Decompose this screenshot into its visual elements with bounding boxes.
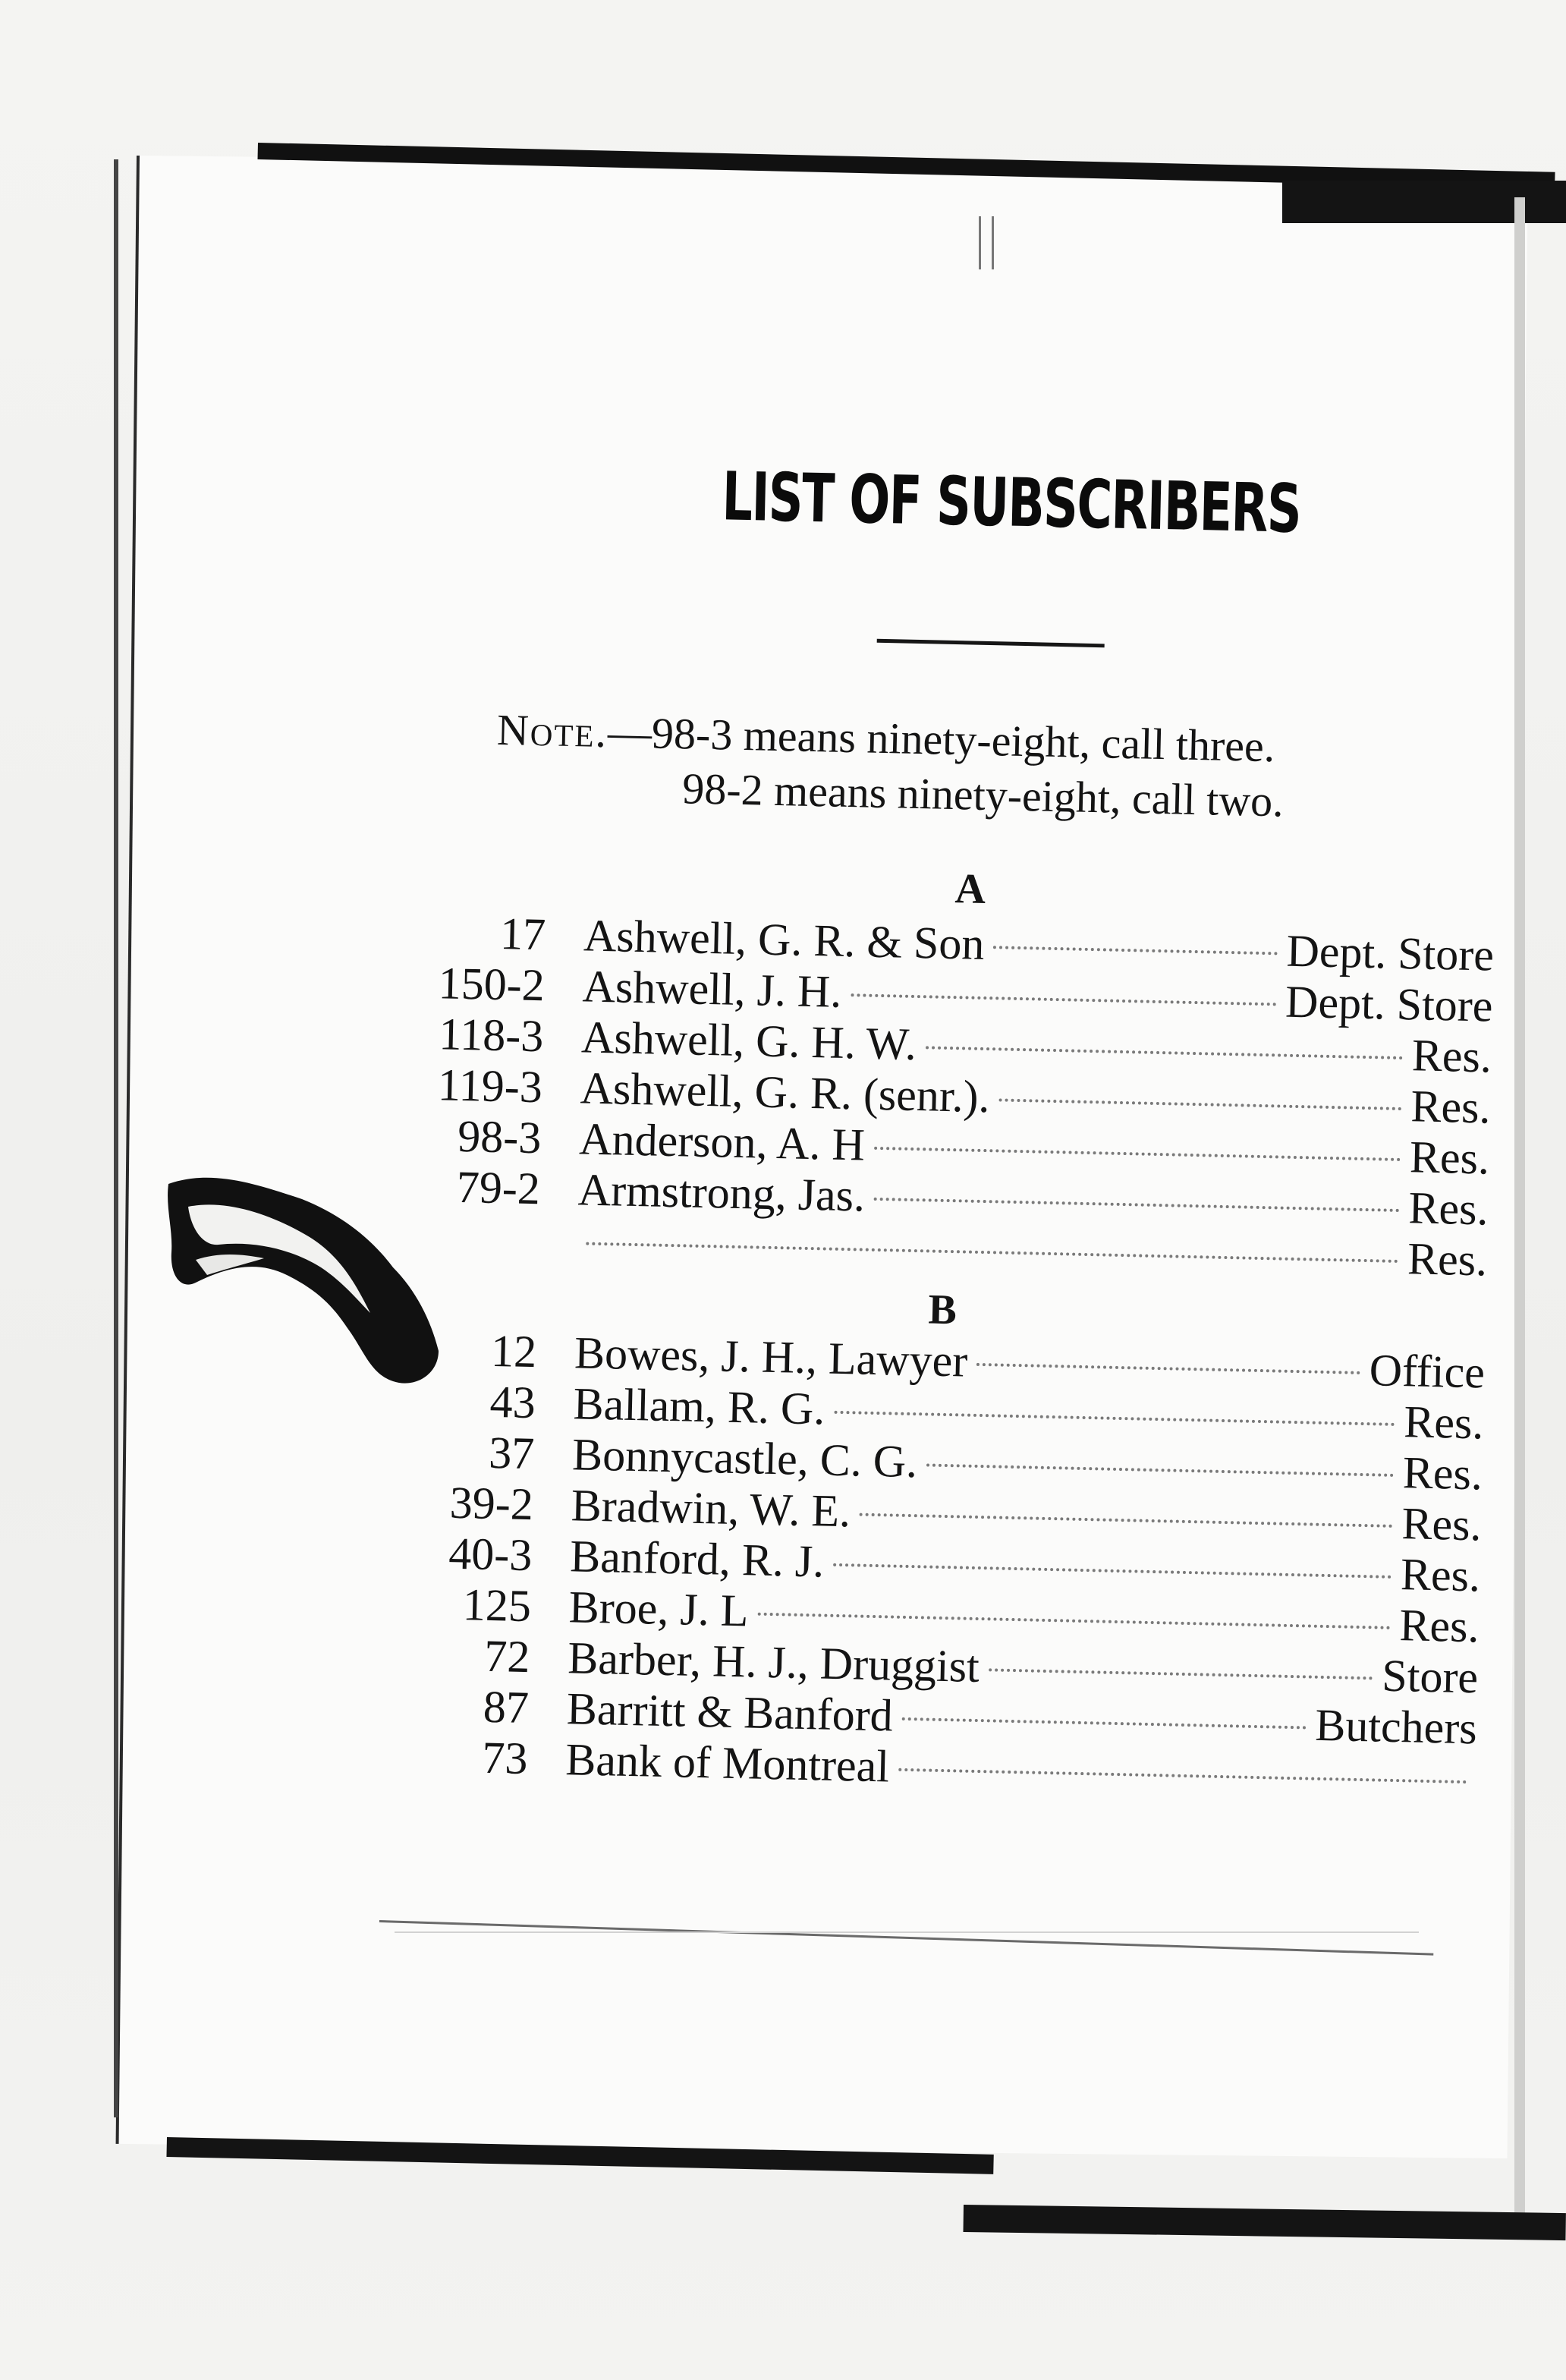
phone-number: 39-2 (449, 1477, 534, 1530)
phone-number: 37 (488, 1427, 535, 1479)
note-block (495, 703, 1285, 830)
subscriber-name: Bradwin, W. E. (571, 1480, 851, 1537)
listing-type: Res. (1407, 1182, 1489, 1235)
leader-dots (874, 1147, 1401, 1161)
leader-dots (898, 1768, 1467, 1783)
phone-number: 12 (490, 1325, 537, 1377)
leader-dots (998, 1098, 1401, 1110)
leader-dots (993, 946, 1277, 955)
phone-number: 43 (489, 1376, 536, 1428)
listing-type: Res. (1407, 1233, 1488, 1286)
phone-number: 87 (483, 1681, 530, 1733)
leader-dots (989, 1668, 1373, 1680)
leader-dots (976, 1363, 1360, 1374)
leader-dots (834, 1411, 1395, 1426)
subscriber-name: Ashwell, G. H. W. (580, 1012, 917, 1070)
phone-number: 119-3 (437, 1059, 543, 1113)
leader-dots (926, 1463, 1394, 1476)
listing-type: Res. (1398, 1600, 1480, 1652)
listing-type: Dept. Store (1285, 925, 1495, 981)
subscriber-name: Bonnycastle, C. G. (571, 1429, 918, 1488)
listing-type: Res. (1400, 1549, 1481, 1601)
phone-number: 150-2 (438, 958, 546, 1011)
phone-number: 79-2 (456, 1161, 541, 1214)
section-a-entries (402, 905, 1495, 1285)
subscriber-name: Banford, R. J. (569, 1531, 825, 1587)
subscriber-name: Ashwell, G. R. (senr.). (580, 1062, 991, 1122)
subscriber-name: Barritt & Banford (566, 1683, 894, 1741)
subscriber-name: Ballam, R. G. (572, 1378, 825, 1434)
section-letter-a: A (954, 865, 986, 913)
subscriber-name: Bank of Montreal (564, 1734, 890, 1792)
leader-dots (926, 1046, 1403, 1059)
listing-type: Res. (1409, 1132, 1490, 1184)
note-lead: Note. (496, 704, 608, 757)
phone-number: 73 (481, 1732, 529, 1784)
subscriber-name: Anderson, A. H (578, 1113, 866, 1170)
note-text-1: —98-3 means ninety-eight, call three. (607, 707, 1275, 772)
leader-dots (586, 1242, 1398, 1263)
subscriber-name: Ashwell, G. R. & Son (583, 910, 986, 969)
subscriber-name: Broe, J. L (568, 1582, 750, 1636)
title-rule (877, 639, 1105, 648)
subscriber-name: Armstrong, Jas. (577, 1164, 866, 1221)
page-title: LIST OF SUBSCRIBERS (721, 457, 1302, 548)
leader-dots (874, 1198, 1400, 1212)
listing-type: Dept. Store (1285, 976, 1494, 1031)
subscriber-name: Bowes, J. H., Lawyer (574, 1327, 968, 1387)
listing-type: Office (1369, 1345, 1486, 1398)
phone-number (402, 1251, 577, 1255)
listing-type: Res. (1410, 1081, 1492, 1133)
bottom-rule-faint (395, 1931, 1419, 1933)
listing-type: Store (1381, 1650, 1479, 1703)
phone-number: 72 (483, 1630, 531, 1683)
listing-type: Res. (1403, 1396, 1485, 1449)
listing-type: Butchers (1314, 1699, 1478, 1754)
phone-number: 118-3 (438, 1009, 544, 1062)
leader-dots (851, 993, 1276, 1006)
note-line-2: 98-2 means ninety-eight, call two. (681, 763, 1285, 826)
listing-type: Res. (1402, 1447, 1483, 1500)
leader-dots (860, 1513, 1393, 1528)
listing-type: Res. (1401, 1498, 1483, 1550)
leader-dots (757, 1613, 1390, 1629)
subscriber-name: Ashwell, J. H. (581, 961, 843, 1017)
section-b-entries (391, 1323, 1486, 1804)
leader-dots (902, 1717, 1307, 1730)
subscriber-name: Barber, H. J., Druggist (567, 1632, 980, 1692)
phone-number: 40-3 (448, 1528, 533, 1581)
leader-dots (833, 1563, 1391, 1579)
phone-number: 98-3 (457, 1110, 542, 1163)
listing-type: Res. (1411, 1030, 1492, 1082)
phone-number: 17 (499, 908, 546, 960)
phone-number: 125 (462, 1579, 532, 1632)
section-letter-b: B (927, 1286, 958, 1334)
